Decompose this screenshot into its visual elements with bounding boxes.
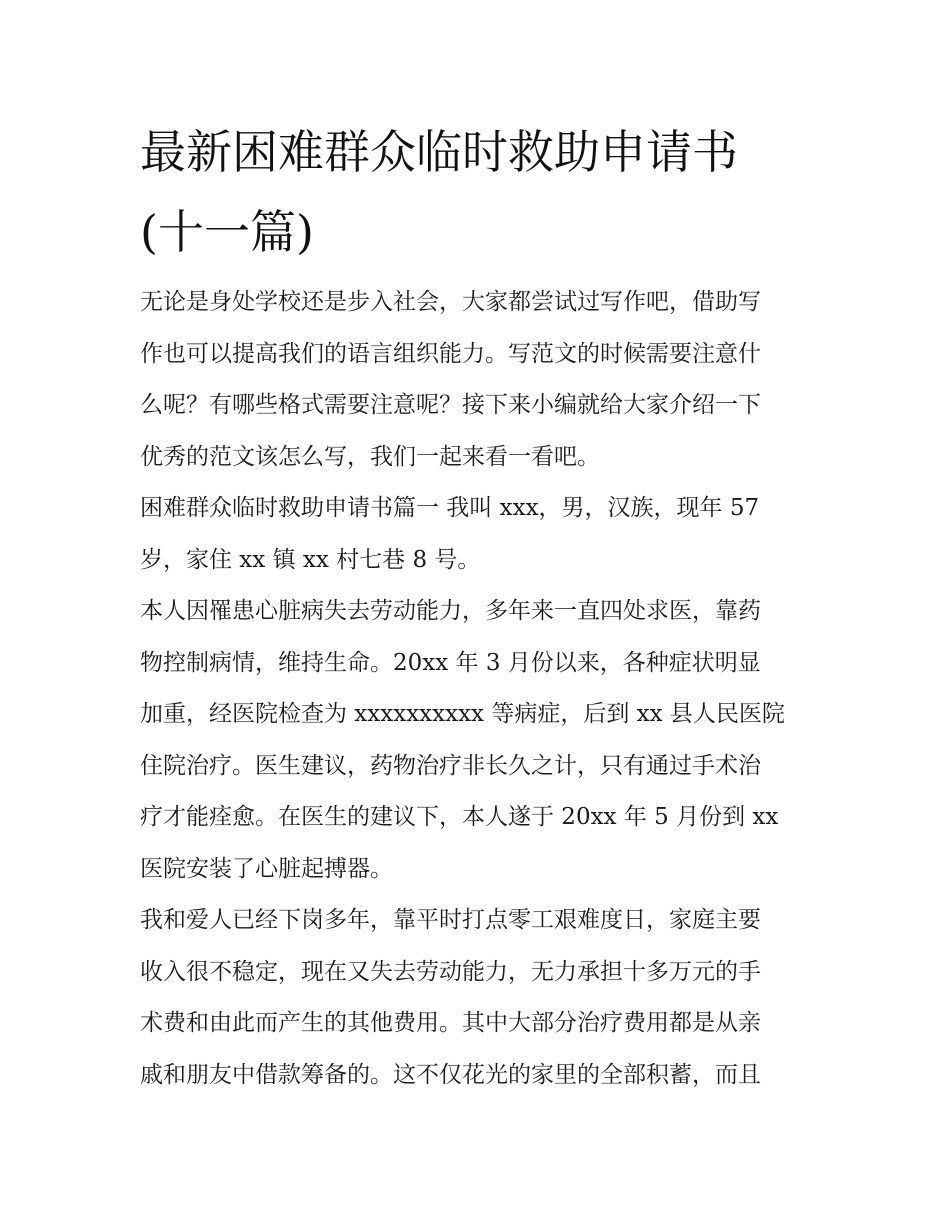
text-line: 我和爱人已经下岗多年，靠平时打点零工艰难度日，家庭主要	[140, 907, 761, 933]
document-body	[140, 280, 820, 1104]
text-line: 优秀的范文该怎么写，我们一起来看一看吧。	[140, 443, 600, 470]
paragraph-family-situation	[140, 898, 820, 1097]
text-line: 作也可以提高我们的语言组织能力。写范文的时候需要注意什	[140, 340, 761, 367]
paragraph-applicant	[140, 486, 820, 582]
text-line: 加重，经医院检查为 xxxxxxxxxx 等病症，后到 xx 县人民医院	[140, 701, 785, 727]
text-line: 收入很不稳定，现在又失去劳动能力，无力承担十多万元的手	[140, 958, 761, 985]
title-line: (十一篇)	[140, 205, 314, 259]
text-line: 无论是身处学校还是步入社会，大家都尝试过写作吧，借助写	[140, 289, 761, 315]
paragraph-intro	[140, 280, 820, 479]
text-line: 本人因罹患心脏病失去劳动能力，多年来一直四处求医，靠药	[140, 598, 761, 624]
text-line: 物控制病情，维持生命。20xx 年 3 月份以来，各种症状明显	[140, 649, 761, 676]
text-line: 疗才能痊愈。在医生的建议下，本人遂于 20xx 年 5 月份到 xx	[140, 804, 779, 830]
page-title	[140, 112, 820, 272]
text-line: 困难群众临时救助申请书篇一 我叫 xxx，男，汉族，现年 57	[140, 495, 760, 521]
text-line: 住院治疗。医生建议，药物治疗非长久之计，只有通过手术治	[140, 752, 761, 779]
paragraph-illness	[140, 589, 820, 891]
title-line: 最新困难群众临时救助申请书	[140, 125, 738, 179]
text-line: 戚和朋友中借款筹备的。这不仅花光的家里的全部积蓄，而且	[140, 1061, 761, 1088]
text-line: 医院安装了心脏起搏器。	[140, 855, 393, 882]
text-line: 术费和由此而产生的其他费用。其中大部分治疗费用都是从亲	[140, 1010, 761, 1036]
text-line: 么呢？有哪些格式需要注意呢？接下来小编就给大家介绍一下	[140, 392, 761, 418]
text-line: 岁，家住 xx 镇 xx 村七巷 8 号。	[140, 546, 481, 573]
